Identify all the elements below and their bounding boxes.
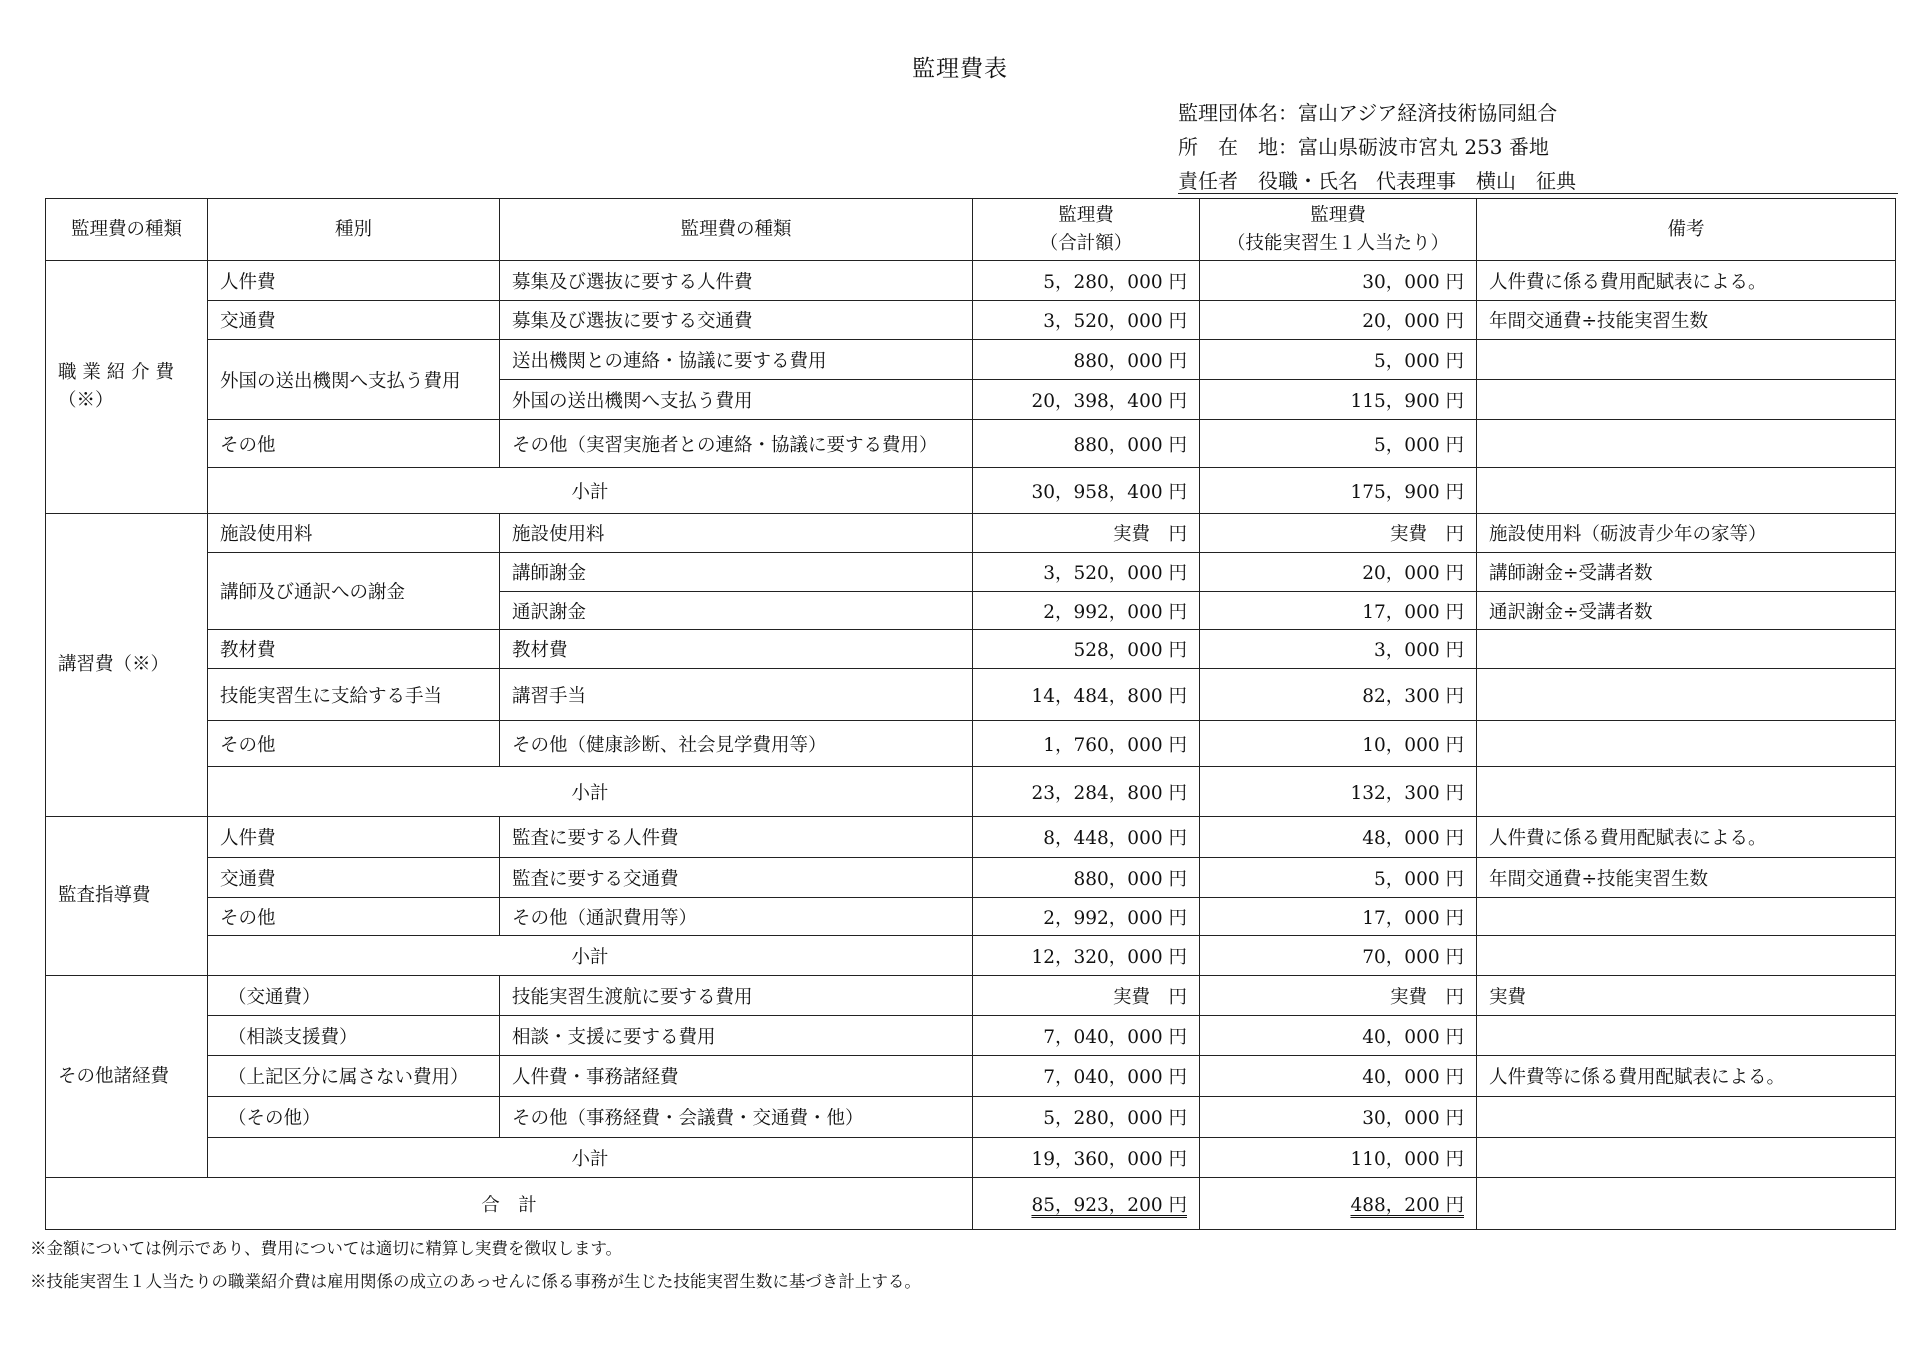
subtotal-total: 30，958，400 円 [973,468,1200,514]
footnote: ※金額については例示であり、費用については適切に精算し実費を徴収します。 [30,1239,623,1258]
table-row [46,1016,1896,1056]
type-cell: その他 [208,721,500,767]
total-cell: 5，280，000 円 [973,1097,1200,1138]
table-row [46,1056,1896,1097]
kind-cell: その他（事務経費・会議費・交通費・他） [500,1097,973,1138]
type-cell: 施設使用料 [208,514,500,553]
type-cell: 交通費 [208,858,500,898]
remarks-cell [1477,380,1896,420]
header-total: 監理費 （合計額） [973,199,1200,261]
type-cell: 技能実習生に支給する手当 [208,669,500,721]
subtotal-row [46,1138,1896,1178]
remarks-cell: 通訳謝金÷受講者数 [1477,592,1896,630]
table-row [46,1097,1896,1138]
per-trainee-cell: 実費 円 [1200,514,1477,553]
kind-cell: その他（通訳費用等） [500,898,973,936]
remarks-cell [1477,767,1896,817]
org-rep: 代表理事 横山 征典 [1376,169,1576,193]
kind-cell: その他（実習実施者との連絡・協議に要する費用） [500,420,973,468]
table-row [46,514,1896,553]
org-underline [1178,193,1898,194]
org-address: 富山県砺波市宮丸 253 番地 [1298,135,1549,159]
table-row [46,817,1896,858]
per-trainee-cell: 115，900 円 [1200,380,1477,420]
category-cell: 監査指導費 [46,817,208,976]
remarks-cell: 年間交通費÷技能実習生数 [1477,858,1896,898]
org-address-row [1178,130,1576,164]
per-trainee-cell: 20，000 円 [1200,301,1477,340]
type-cell: 外国の送出機関へ支払う費用 [208,340,500,420]
table-row [46,553,1896,592]
remarks-cell [1477,340,1896,380]
total-cell: 20，398，400 円 [973,380,1200,420]
table-row [46,301,1896,340]
table-row [46,630,1896,669]
remarks-cell [1477,420,1896,468]
total-cell: 3，520，000 円 [973,553,1200,592]
remarks-cell: 講師謝金÷受講者数 [1477,553,1896,592]
subtotal-per-trainee: 110，000 円 [1200,1138,1477,1178]
total-cell: 3，520，000 円 [973,301,1200,340]
per-trainee-cell: 48，000 円 [1200,817,1477,858]
remarks-cell [1477,936,1896,976]
type-cell: （交通費） [208,976,500,1016]
table-row [46,261,1896,301]
total-cell: 880，000 円 [973,858,1200,898]
subtotal-row [46,468,1896,514]
total-cell: 実費 円 [973,514,1200,553]
org-name-label: 監理団体名： [1178,101,1298,125]
type-cell: 教材費 [208,630,500,669]
subtotal-label: 小計 [208,468,973,514]
type-cell: 講師及び通訳への謝金 [208,553,500,630]
grand-total-label: 合 計 [46,1178,973,1230]
total-cell: 7，040，000 円 [973,1016,1200,1056]
kind-cell: 外国の送出機関へ支払う費用 [500,380,973,420]
per-trainee-cell: 5，000 円 [1200,858,1477,898]
table-row [46,420,1896,468]
type-cell: 交通費 [208,301,500,340]
kind-cell: 送出機関との連絡・協議に要する費用 [500,340,973,380]
page-title: 監理費表 [912,56,1008,82]
per-trainee-cell: 実費 円 [1200,976,1477,1016]
table-row [46,721,1896,767]
total-cell: 7，040，000 円 [973,1056,1200,1097]
remarks-cell [1477,1138,1896,1178]
per-trainee-cell: 17，000 円 [1200,898,1477,936]
kind-cell: 通訳謝金 [500,592,973,630]
per-trainee-cell: 20，000 円 [1200,553,1477,592]
total-cell: 2，992，000 円 [973,592,1200,630]
kind-cell: 教材費 [500,630,973,669]
grand-total-amount [973,1178,1200,1230]
kind-cell: 講師謝金 [500,553,973,592]
table-row [46,976,1896,1016]
category-cell: その他諸経費 [46,976,208,1178]
remarks-cell [1477,1097,1896,1138]
per-trainee-cell: 5，000 円 [1200,420,1477,468]
table-row [46,340,1896,380]
remarks-cell [1477,721,1896,767]
category-cell: 講習費（※） [46,514,208,817]
kind-cell: その他（健康診断、社会見学費用等） [500,721,973,767]
remarks-cell [1477,468,1896,514]
subtotal-total: 19，360，000 円 [973,1138,1200,1178]
header-type: 種別 [208,199,500,261]
subtotal-label: 小計 [208,767,973,817]
type-cell: その他 [208,898,500,936]
footnotes [30,1232,921,1298]
type-cell: （上記区分に属さない費用） [208,1056,500,1097]
remarks-cell: 人件費に係る費用配賦表による。 [1477,817,1896,858]
kind-cell: 募集及び選抜に要する人件費 [500,261,973,301]
remarks-cell: 年間交通費÷技能実習生数 [1477,301,1896,340]
header-category: 監理費の種類 [46,199,208,261]
grand-total-row [46,1178,1896,1230]
total-cell: 2，992，000 円 [973,898,1200,936]
subtotal-label: 小計 [208,936,973,976]
per-trainee-cell: 5，000 円 [1200,340,1477,380]
header-per-trainee: 監理費 （技能実習生１人当たり） [1200,199,1477,261]
header-row [46,199,1896,261]
fee-table [45,198,1896,1230]
type-cell: 人件費 [208,817,500,858]
kind-cell: 人件費・事務諸経費 [500,1056,973,1097]
table-row [46,858,1896,898]
org-name-row [1178,96,1576,130]
per-trainee-cell: 40，000 円 [1200,1056,1477,1097]
remarks-cell: 人件費等に係る費用配賦表による。 [1477,1056,1896,1097]
total-cell: 5，280，000 円 [973,261,1200,301]
subtotal-row [46,767,1896,817]
total-cell: 880，000 円 [973,340,1200,380]
total-cell: 実費 円 [973,976,1200,1016]
remarks-cell: 施設使用料（砺波青少年の家等） [1477,514,1896,553]
org-address-label: 所 在 地： [1178,135,1298,159]
total-cell: 1，760，000 円 [973,721,1200,767]
remarks-cell [1477,630,1896,669]
per-trainee-cell: 3，000 円 [1200,630,1477,669]
grand-total-per-trainee [1200,1178,1477,1230]
kind-cell: 監査に要する交通費 [500,858,973,898]
type-cell: （相談支援費） [208,1016,500,1056]
kind-cell: 技能実習生渡航に要する費用 [500,976,973,1016]
remarks-cell [1477,1016,1896,1056]
total-cell: 8，448，000 円 [973,817,1200,858]
organization-info [1178,96,1576,198]
table-row [46,898,1896,936]
subtotal-label: 小計 [208,1138,973,1178]
per-trainee-cell: 30，000 円 [1200,1097,1477,1138]
subtotal-per-trainee: 70，000 円 [1200,936,1477,976]
category-cell: 職 業 紹 介 費 （※） [46,261,208,514]
remarks-cell [1477,669,1896,721]
kind-cell: 施設使用料 [500,514,973,553]
per-trainee-cell: 10，000 円 [1200,721,1477,767]
per-trainee-cell: 17，000 円 [1200,592,1477,630]
total-cell: 880，000 円 [973,420,1200,468]
kind-cell: 募集及び選抜に要する交通費 [500,301,973,340]
type-cell: その他 [208,420,500,468]
per-trainee-cell: 40，000 円 [1200,1016,1477,1056]
subtotal-total: 23，284，800 円 [973,767,1200,817]
type-cell: 人件費 [208,261,500,301]
grand-total-per-value: 488，200 円 [1350,1194,1464,1216]
grand-total-value: 85，923，200 円 [1031,1194,1187,1216]
org-name: 富山アジア経済技術協同組合 [1298,101,1558,125]
remarks-cell: 実費 [1477,976,1896,1016]
total-cell: 14，484，800 円 [973,669,1200,721]
remarks-cell [1477,1178,1896,1230]
subtotal-per-trainee: 175，900 円 [1200,468,1477,514]
kind-cell: 監査に要する人件費 [500,817,973,858]
type-cell: （その他） [208,1097,500,1138]
footnote: ※技能実習生１人当たりの職業紹介費は雇用関係の成立のあっせんに係る事務が生じた技能実習生数に基づき計上する。 [30,1272,921,1291]
subtotal-row [46,936,1896,976]
remarks-cell [1477,898,1896,936]
org-rep-label: 責任者 役職・氏名 [1178,169,1358,193]
remarks-cell: 人件費に係る費用配賦表による。 [1477,261,1896,301]
subtotal-total: 12，320，000 円 [973,936,1200,976]
kind-cell: 講習手当 [500,669,973,721]
subtotal-per-trainee: 132，300 円 [1200,767,1477,817]
per-trainee-cell: 30，000 円 [1200,261,1477,301]
total-cell: 528，000 円 [973,630,1200,669]
table-row [46,669,1896,721]
header-remarks: 備考 [1477,199,1896,261]
kind-cell: 相談・支援に要する費用 [500,1016,973,1056]
per-trainee-cell: 82，300 円 [1200,669,1477,721]
header-kind: 監理費の種類 [500,199,973,261]
